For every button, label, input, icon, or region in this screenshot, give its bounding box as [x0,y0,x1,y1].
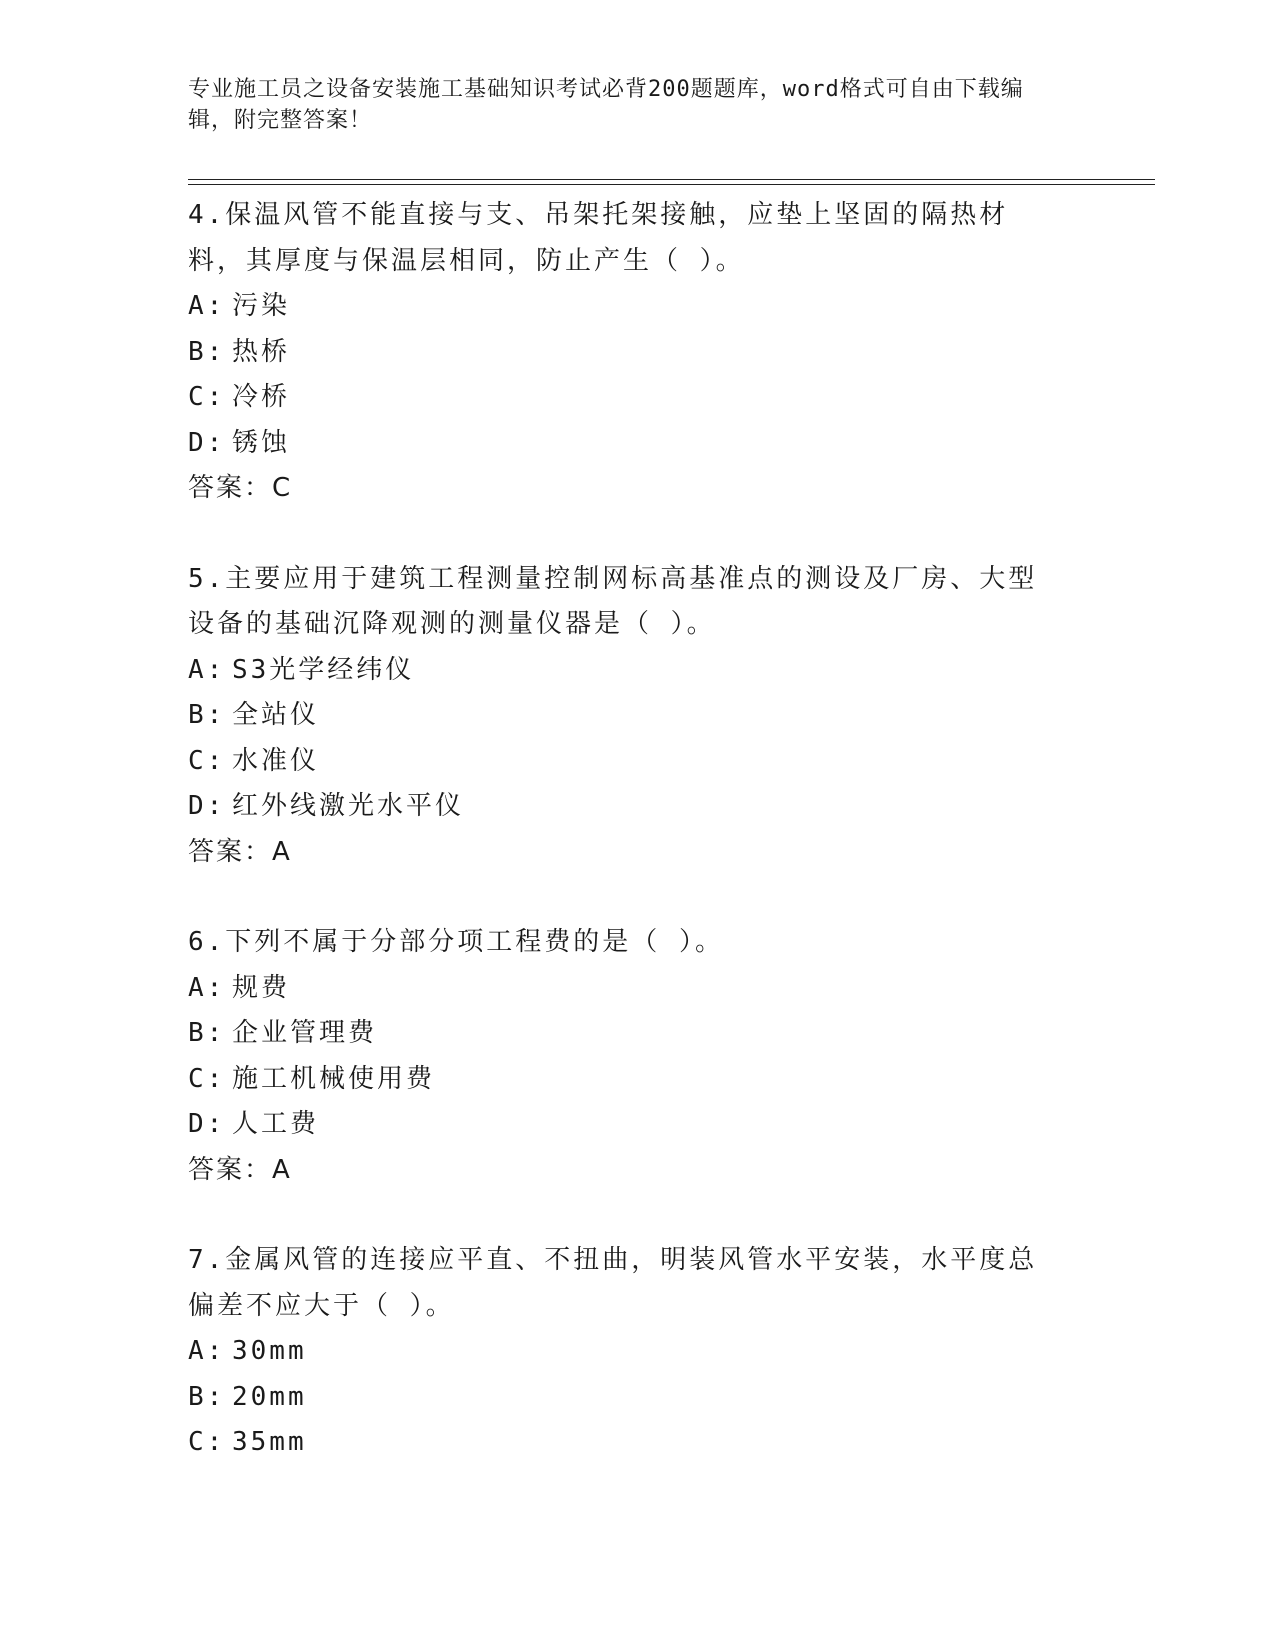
option-key: B: [188,1018,226,1048]
option-text: S3光学经纬仪 [232,654,415,685]
option-b [188,330,1058,376]
answer-line: 答案：C [188,473,293,503]
option-text: 全站仪 [232,700,320,730]
option-key: A: [188,291,226,321]
option-text: 30mm [232,1336,307,1366]
option-key: A: [188,1336,226,1366]
option-d [188,784,1058,830]
header-double-rule [188,179,1155,185]
option-text: 施工机械使用费 [232,1063,436,1094]
option-key: D: [188,1109,226,1139]
option-key: B: [188,700,226,730]
option-text: 20mm [232,1381,307,1412]
question-list [188,193,1058,1511]
option-key: C: [188,1063,226,1094]
option-text: 人工费 [232,1109,320,1139]
option-d [188,1102,1058,1148]
answer-line: 答案：A [188,836,292,867]
option-text: 污染 [232,291,291,321]
option-key: C: [188,1427,226,1457]
question-item [188,193,1058,512]
option-key: B: [188,1381,226,1412]
option-text: 水准仪 [232,745,320,776]
option-d [188,421,1058,467]
question-stem: 6.下列不属于分部分项工程费的是（ ）。 [188,927,724,957]
option-a [188,1329,1058,1375]
option-text: 锈蚀 [232,427,291,458]
option-key: C: [188,745,226,776]
option-text: 热桥 [232,336,291,367]
question-item [188,557,1058,876]
option-b [188,1375,1058,1421]
option-key: C: [188,382,226,412]
option-key: D: [188,427,226,458]
option-a [188,966,1058,1012]
option-c [188,375,1058,421]
option-text: 35mm [232,1427,307,1457]
option-key: D: [188,791,226,821]
option-text: 企业管理费 [232,1018,378,1048]
option-c [188,739,1058,785]
option-key: B: [188,336,226,367]
question-stem: 7.金属风管的连接应平直、不扭曲，明装风管水平安装，水平度总偏差不应大于（ ）。 [188,1245,1038,1321]
option-c [188,1057,1058,1103]
option-c [188,1420,1058,1466]
option-key: A: [188,654,226,685]
question-item [188,920,1058,1193]
question-item [188,1238,1058,1466]
question-stem: 5.主要应用于建筑工程测量控制网标高基准点的测设及厂房、大型设备的基础沉降观测的测量仪器是（ ）。 [188,563,1038,639]
option-b [188,693,1058,739]
question-stem: 4.保温风管不能直接与支、吊架托架接触，应垫上坚固的隔热材料，其厚度与保温层相同，防止产生（ ）。 [188,200,1009,276]
option-a [188,648,1058,694]
option-text: 红外线激光水平仪 [232,791,465,821]
option-text: 规费 [232,972,291,1003]
answer-line: 答案：A [188,1154,292,1185]
option-a [188,284,1058,330]
option-b [188,1011,1058,1057]
document-header-title: 专业施工员之设备安装施工基础知识考试必背200题题库，word格式可自由下载编辑，附完整答案！ [188,77,1024,133]
option-text: 冷桥 [232,382,291,412]
option-key: A: [188,972,226,1003]
